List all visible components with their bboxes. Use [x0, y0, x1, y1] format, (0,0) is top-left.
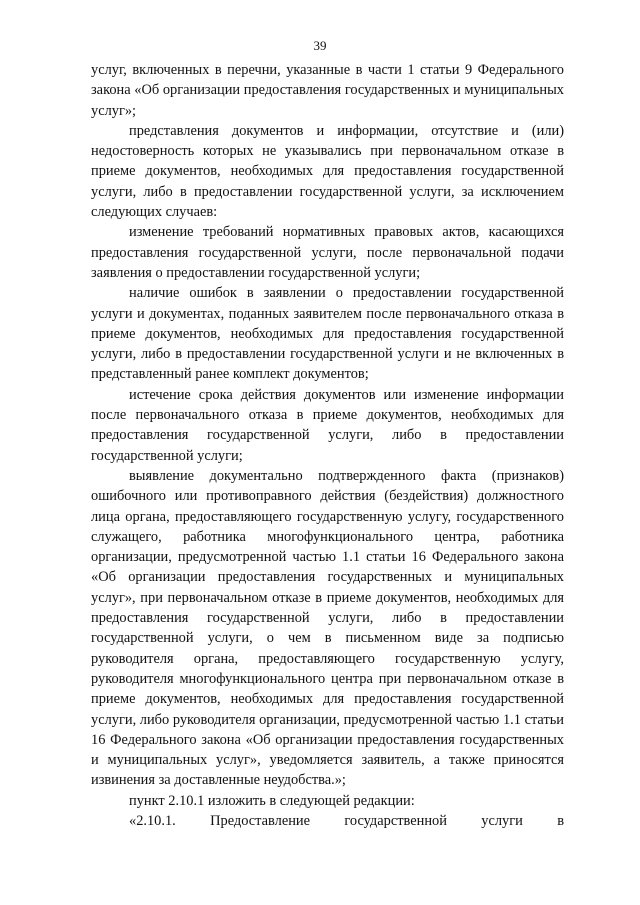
paragraph-4: наличие ошибок в заявлении о предоставлении государственной услуги и документах, поданных заявителем после первоначального отказа в приеме документов, необходимых для предоставления государственной услуги, либо в предоставлении государственной услуги и не включенных в представленный ранее комплект документов;	[91, 285, 564, 383]
paragraph-8: «2.10.1. Предоставление государственной услуги в	[129, 812, 564, 829]
document-body	[91, 60, 564, 831]
paragraph-1: услуг, включенных в перечни, указанные в части 1 статьи 9 Федерального закона «Об организации предоставления государственных и муниципальных услуг»;	[91, 62, 564, 119]
page-number: 39	[313, 38, 327, 53]
paragraph-2: представления документов и информации, отсутствие и (или) недостоверность которых не указывались при первоначальном отказе в приеме документов, необходимых для предоставления государственной услуги, либо в предоставлении государственной услуги, за исключением следующих случаев:	[91, 122, 564, 221]
paragraph-7: пункт 2.10.1 изложить в следующей редакции:	[129, 792, 415, 809]
paragraph-5: истечение срока действия документов или изменение информации после первоначального отказа в приеме документов, необходимых для предоставления государственной услуги, либо в предоставлении государственной услуги;	[91, 386, 564, 464]
paragraph-3: изменение требований нормативных правовых актов, касающихся предоставления государственной услуги, после первоначальной подачи заявления о предоставлении государственной услуги;	[91, 224, 564, 281]
paragraph-6: выявление документально подтвержденного факта (признаков) ошибочного или противоправного действия (бездействия) должностного лица органа, предоставляющего государственную услугу, государственного служащего, работника многофункционального центра, работника организации, предусмотренной частью 1.1 статьи 16 Федерального закона «Об организации предоставления государственных и муниципальных услуг», при первоначальном отказе в приеме документов, необходимых для предоставления государственной услуги, либо в предоставлении государственной услуги, о чем в письменном виде за подписью руководителя органа, предоставляющего государственную услугу, руководителя многофункционального центра при первоначальном отказе в приеме документов, необходимых для предоставления государственной услуги, либо руководителя организации, предусмотренной частью 1.1 статьи 16 Федерального закона «Об организации предоставления государственных и муниципальных услуг», уведомляется заявитель, а также приносятся извинения за доставленные неудобства.»;	[91, 467, 564, 789]
